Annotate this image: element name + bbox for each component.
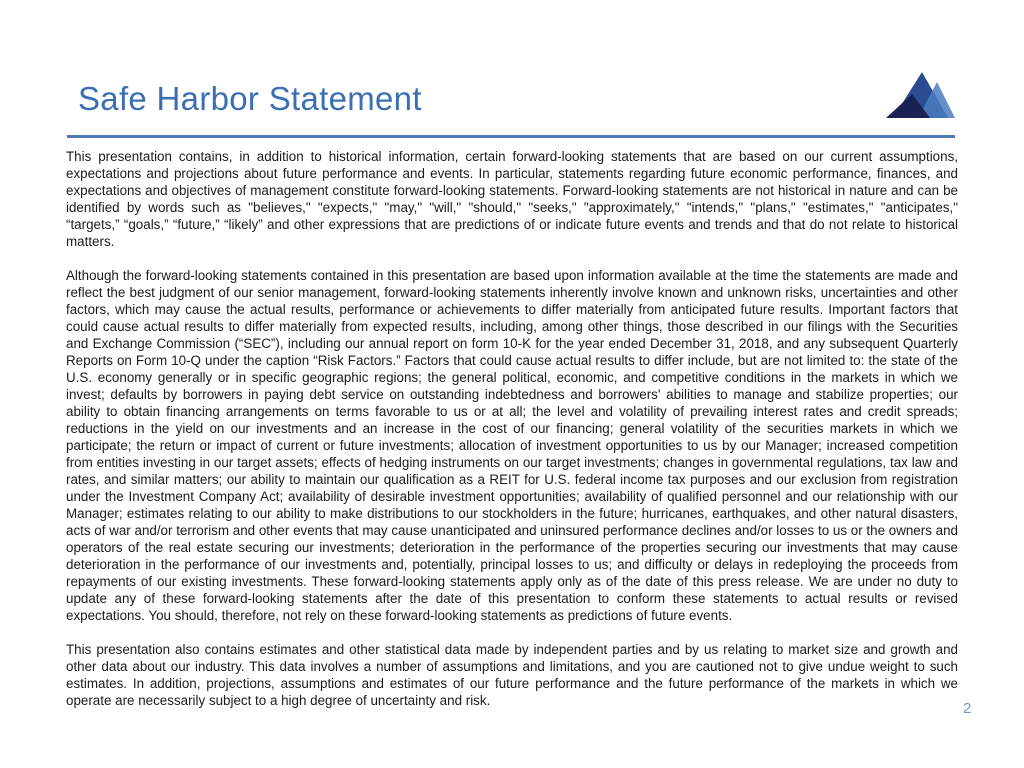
page-title: Safe Harbor Statement: [78, 80, 422, 117]
page-number: 2: [963, 700, 972, 717]
disclaimer-paragraph-3: This presentation also contains estimates and other statistical data made by independent parties and by us relating to market size and growth and other data about our industry. This data involves a number of assumptions and limitations, and you are cautioned not to give undue weight to such estimates. In addition, projections, assumptions and estimates of our future performance and the future performance of the markets in which we operate are necessarily subject to a high degree of uncertainty and risk.: [66, 642, 958, 708]
title-divider: [67, 135, 955, 138]
disclaimer-paragraph-2: Although the forward-looking statements contained in this presentation are based upon information available at the time the statements are made and reflect the best judgment of our senior management, forward-looking statements inherently involve known and unknown risks, uncertainties and other factors, which may cause the actual results, performance or achievements to differ materially from anticipated future results. Important factors that could cause actual results to differ materially from expected results, including, among other things, those described in our filings with the Securities and Exchange Commission (“SEC”), including our annual report on form 10-K for the year ended December 31, 2018, and any subsequent Quarterly Reports on Form 10-Q under the caption “Risk Factors.” Factors that could cause actual results to differ include, but are not limited to: the state of the U.S. economy generally or in specific geographic regions; the general political, economic, and competitive conditions in the markets in which we invest; defaults by borrowers in paying debt service on outstanding indebtedness and borrowers' abilities to manage and stabilize properties; our ability to obtain financing arrangements on terms favorable to us or at all; the level and volatility of prevailing interest rates and credit spreads; reductions in the yield on our investments and an increase in the cost of our financing; general volatility of the securities markets in which we participate; the return or impact of current or future investments; allocation of investment opportunities to us by our Manager; increased competition from entities investing in our target assets; effects of hedging instruments on our target investments; changes in governmental regulations, tax law and rates, and similar matters; our ability to maintain our qualification as a REIT for U.S. federal income tax purposes and our exclusion from registration under the Investment Company Act; availability of desirable investment opportunities; availability of qualified personnel and our relationship with our Manager; estimates relating to our ability to make distributions to our stockholders in the future; hurricanes, earthquakes, and other natural disasters, acts of war and/or terrorism and other events that may cause unanticipated and uninsured performance declines and/or losses to us or the owners and operators of the real estate securing our investments; deterioration in the performance of the properties securing our investments that may cause deterioration in the performance of our investments and, potentially, principal losses to us; and difficulty or delays in redeploying the proceeds from repayments of our existing investments. These forward-looking statements apply only as of the date of this press release. We are under no duty to update any of these forward-looking statements after the date of this presentation to conform these statements to actual results or revised expectations. You should, therefore, not rely on these forward-looking statements as predictions of future events.: [66, 268, 958, 623]
disclaimer-paragraph-1: This presentation contains, in addition to historical information, certain forward-looking statements that are based on our current assumptions, expectations and projections about future performance and events. In particular, statements regarding future economic performance, finances, and expectations and objectives of management constitute forward-looking statements. Forward-looking statements are not historical in nature and can be identified by words such as "believes," "expects," "may," "will," "should," "seeks," "approximately," "intends," "plans," "estimates," "anticipates," “targets,” “goals,” “future,” “likely” and other expressions that are predictions of or indicate future events and trends and that do not relate to historical matters.: [66, 149, 958, 249]
mountain-logo-icon: [886, 72, 955, 119]
disclaimer-text: [66, 148, 958, 709]
